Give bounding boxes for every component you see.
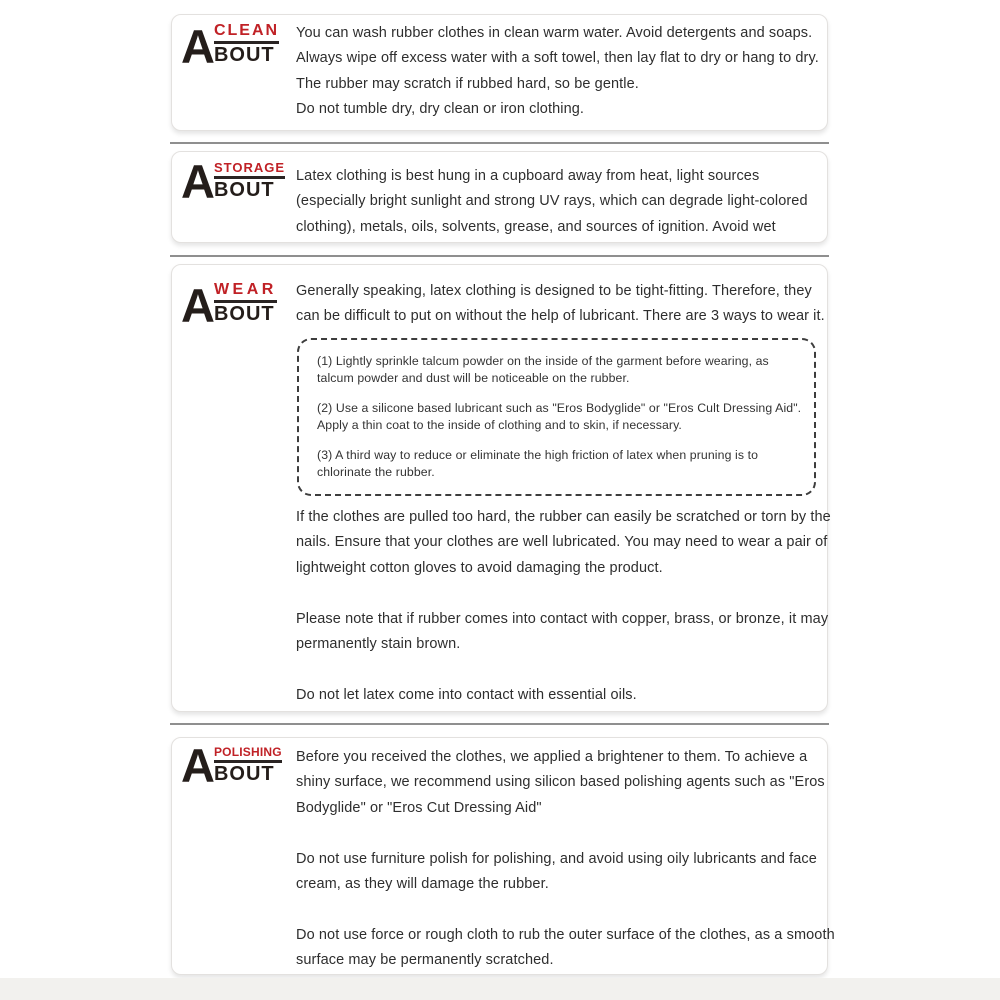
text-line: can be difficult to put on without the help of lubricant. There are 3 ways to wear it. [296,308,825,325]
about-polishing-logo [181,738,282,792]
text-line: Do not use furniture polish for polishing, and avoid using oily lubricants and face [296,850,817,867]
text-line: shiny surface, we recommend using silicon based polishing agents such as "Eros [296,774,825,791]
text-line: nails. Ensure that your clothes are well lubricated. You may need to wear a pair of [296,534,828,551]
logo-letter-a: A [181,279,214,333]
text-line: The rubber may scratch if rubbed hard, so be gentle. [296,75,639,92]
section-divider [170,255,829,257]
clean-instructions-text [296,21,823,123]
storage-instructions-text [296,164,823,240]
logo-letter-a: A [181,20,214,74]
card-about-clean [171,14,828,131]
text-line: permanently stain brown. [296,635,461,652]
text-line: Please note that if rubber comes into contact with copper, brass, or bronze, it may [296,610,829,627]
logo-word-column [214,746,282,785]
about-storage-logo [181,154,286,208]
logo-word-column [214,23,279,66]
text-line: Do not use force or rough cloth to rub the outer surface of the clothes, as a smooth [296,926,835,943]
text-line: (2) Use a silicone based lubricant such as "Eros Bodyglide" or "Eros Cult Dressing Aid". [317,401,802,415]
card-about-polishing [171,737,835,975]
text-line: (1) Lightly sprinkle talcum powder on the inside of the garment before wearing, as [317,354,769,368]
about-wear-logo [181,279,277,333]
logo-word-storage: STORAGE [214,161,285,179]
section-divider [170,723,829,725]
logo-word-column [214,161,285,201]
logo-bout-text: BOUT [213,762,275,785]
text-line: Generally speaking, latex clothing is designed to be tight-fitting. Therefore, they [296,283,812,299]
text-line [296,581,823,606]
text-line: Before you received the clothes, we applied a brightener to them. To achieve a [296,749,808,765]
card-about-wear [171,264,831,712]
text-line: Always wipe off excess water with a soft towel, then lay flat to dry or hang to dry. [296,50,819,67]
logo-letter-a: A [181,738,214,792]
text-line: (especially bright sunlight and strong UV rays, which can degrade light-colored [296,193,808,210]
text-line: Latex clothing is best hung in a cupboard away from heat, light sources [296,168,760,184]
text-line: (3) A third way to reduce or eliminate the high friction of latex when pruning is to [317,448,759,462]
polishing-instructions-text [296,745,835,974]
wear-tip-3 [317,447,796,481]
text-line [296,821,823,846]
bottom-gray-strip [0,978,1000,1000]
text-line: If the clothes are pulled too hard, the rubber can easily be scratched or torn by the [296,509,831,525]
logo-letter-a: A [181,154,214,208]
logo-word-clean: CLEAN [214,23,279,44]
text-line [296,657,823,682]
about-clean-logo [181,20,280,74]
text-line: Do not tumble dry, dry clean or iron clothing. [296,101,585,118]
logo-bout-text: BOUT [213,43,275,66]
wear-intro-text [296,279,823,330]
logo-bout-text: BOUT [213,302,275,325]
text-line: Do not let latex come into contact with essential oils. [296,686,637,703]
wear-tip-1 [317,353,796,387]
text-line: Apply a thin coat to the inside of clothing and to skin, if necessary. [317,418,682,432]
text-line: surface may be permanently scratched. [296,952,554,969]
text-line: chlorinate the rubber. [317,465,435,479]
logo-bout-text: BOUT [213,178,275,201]
text-line: clothing), metals, oils, solvents, grease, and sources of ignition. Avoid wet [296,218,776,235]
text-line: You can wash rubber clothes in clean warm water. Avoid detergents and soaps. [296,25,813,41]
card-about-storage [171,151,828,243]
logo-word-polishing: POLISHING [214,746,282,763]
text-line: talcum powder and dust will be noticeable on the rubber. [317,371,630,385]
wear-warnings-text [296,505,831,708]
logo-word-column [214,282,277,325]
section-divider [170,142,829,144]
logo-word-wear: WEAR [214,282,277,303]
text-line [296,897,823,922]
wear-tip-2 [317,400,802,434]
wear-tips-dashed-box [297,338,816,496]
text-line: cream, as they will damage the rubber. [296,875,549,892]
text-line: Bodyglide" or "Eros Cut Dressing Aid" [296,799,542,816]
text-line: lightweight cotton gloves to avoid damaging the product. [296,559,663,576]
